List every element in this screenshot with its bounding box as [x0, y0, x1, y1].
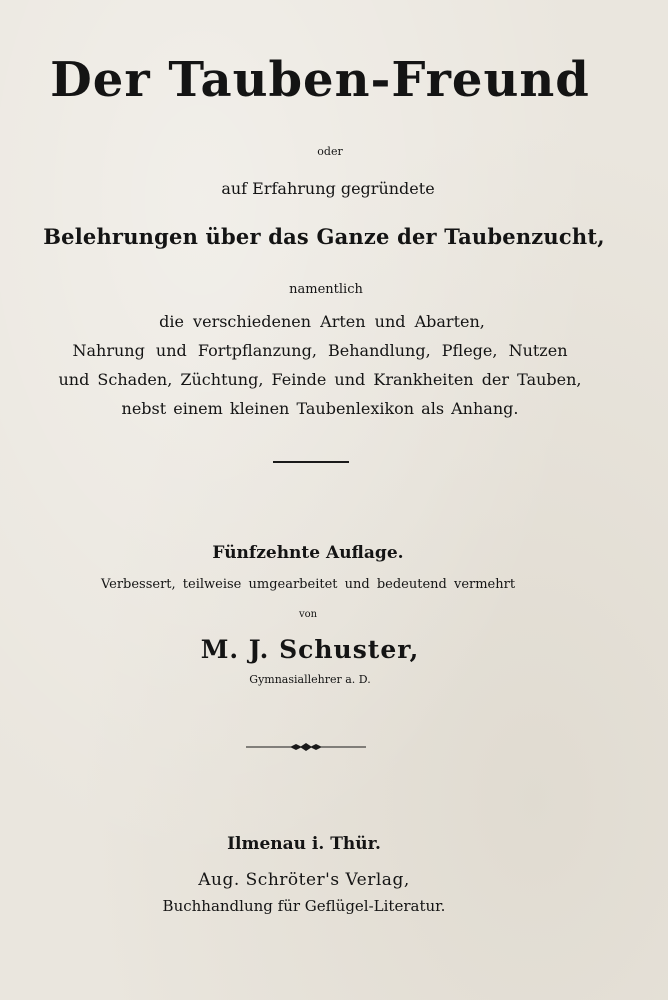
- subtitle-line-1: auf Erfahrung gegründete: [221, 179, 435, 198]
- book-title: Der Tauben-Freund: [50, 52, 590, 108]
- description-line-1: die verschiedenen Arten und Abarten,: [159, 312, 485, 331]
- description-line-2: Nahrung und Fortpflanzung, Behandlung, Pflege, Nutzen: [72, 341, 568, 360]
- edition-note: Verbessert, teilweise umgearbeitet und bedeutend vermehrt: [100, 577, 516, 592]
- edition-label: Fünfzehnte Auflage.: [212, 543, 404, 563]
- subtitle-namentlich: namentlich: [289, 282, 363, 297]
- title-connector: oder: [317, 145, 343, 158]
- author-name: M. J. Schuster,: [200, 635, 420, 664]
- author-title: Gymnasiallehrer a. D.: [249, 673, 371, 686]
- publisher-bookshop: Buchhandlung für Geflügel-Literatur.: [162, 897, 446, 915]
- description-line-4: nebst einem kleinen Taubenlexikon als Anhang.: [121, 399, 519, 418]
- publisher-name: Aug. Schröter's Verlag,: [198, 870, 410, 890]
- ornament-divider: [246, 741, 366, 753]
- divider-rule: [273, 461, 349, 463]
- description-line-3: und Schaden, Züchtung, Feinde und Krankheiten der Tauben,: [58, 370, 582, 389]
- publication-place: Ilmenau i. Thür.: [227, 834, 381, 854]
- subtitle-line-2: Belehrungen über das Ganze der Taubenzucht,: [43, 224, 605, 249]
- by-label: von: [298, 609, 318, 620]
